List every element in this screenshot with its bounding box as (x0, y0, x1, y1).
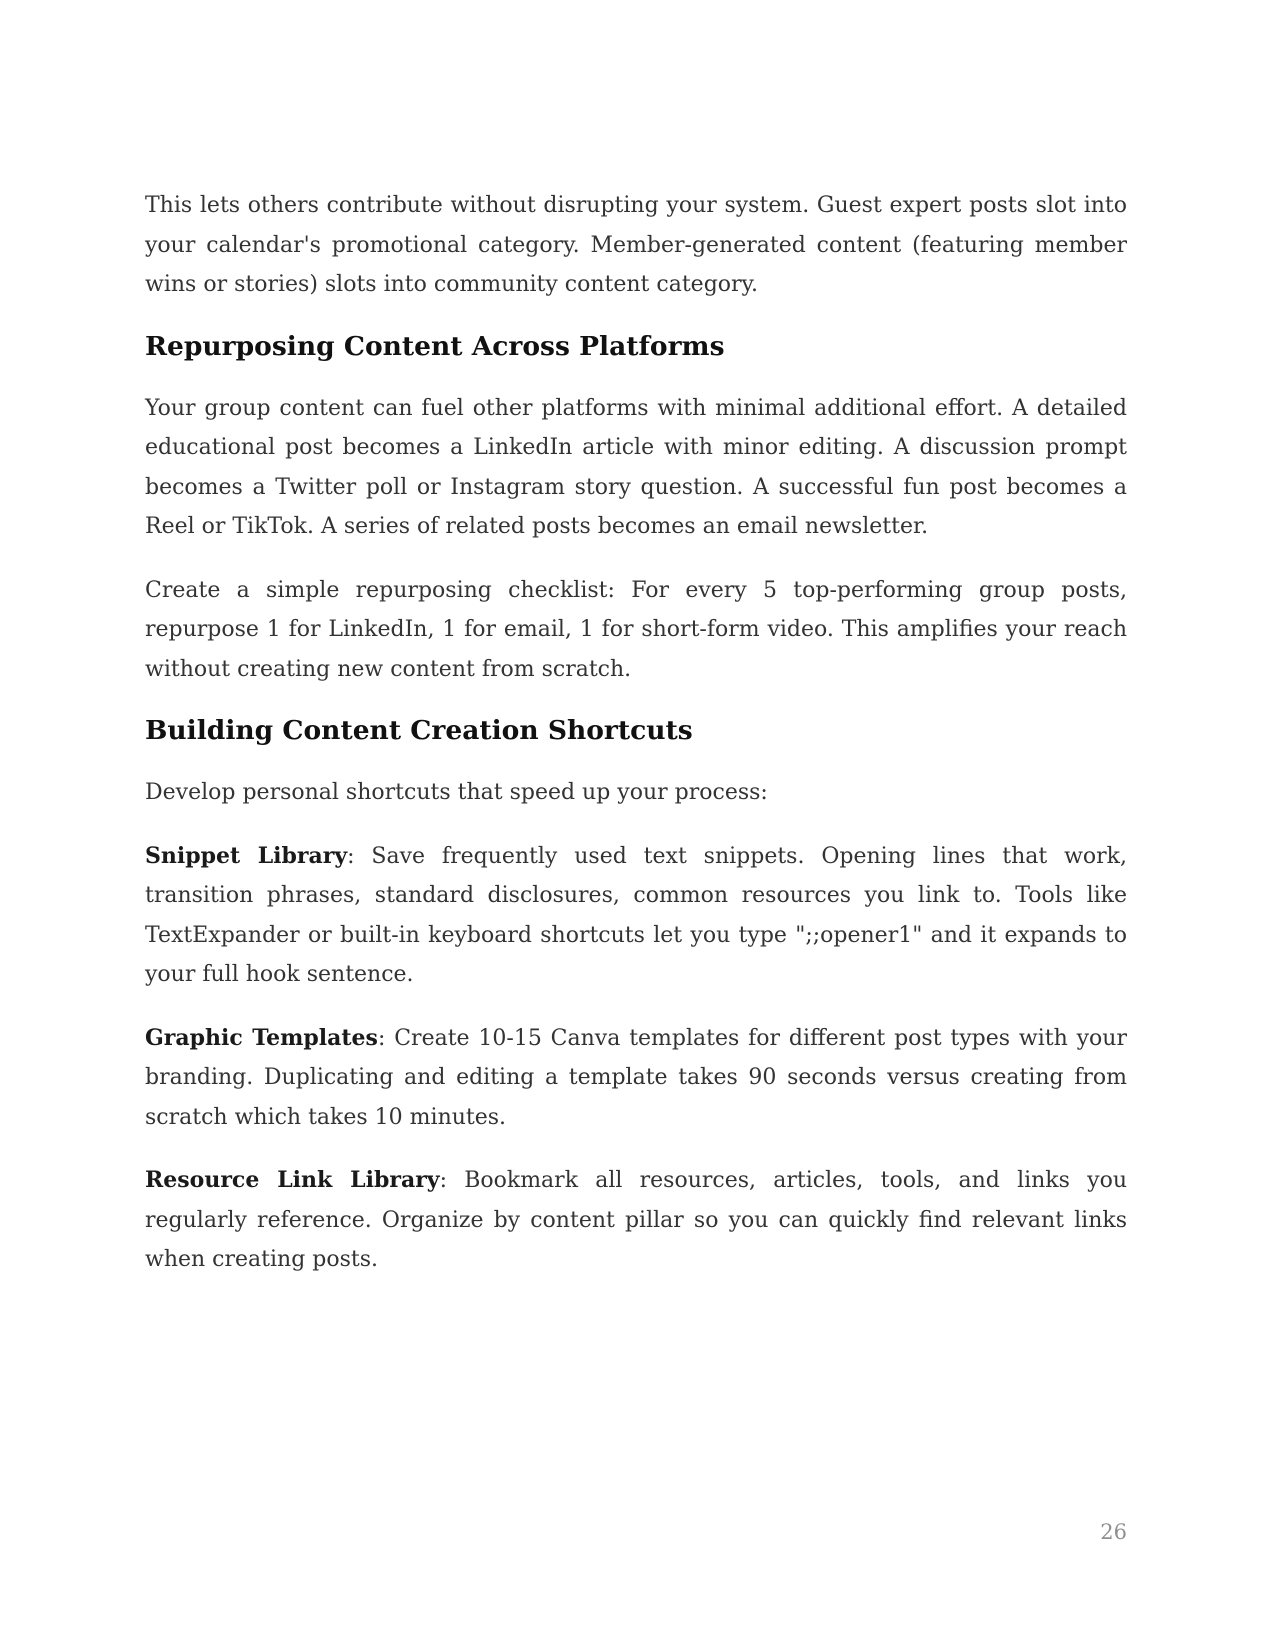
heading-content-creation-shortcuts: Building Content Creation Shortcuts (145, 715, 693, 746)
paragraph-repurposing-platforms: Your group content can fuel other platforms with minimal additional effort. A detailed educational post becomes a LinkedIn article with minor editing. A discussion prompt becomes a Twitter poll or Instagram story question. A successful fun post becomes a Reel or TikTok. A series of related posts becomes an email newsletter. (145, 395, 1127, 539)
paragraph-graphic-templates (145, 1019, 1127, 1138)
paragraph-intro: This lets others contribute without disrupting your system. Guest expert posts slot into your calendar's promotional category. Member-generated content (featuring member wins or stories) slots into community content category. (145, 193, 1127, 297)
term-snippet-library: Snippet Library (145, 842, 348, 869)
paragraph-shortcuts-intro: Develop personal shortcuts that speed up your process: (145, 780, 768, 805)
term-graphic-templates: Graphic Templates (145, 1024, 378, 1051)
paragraph-snippet-library (145, 837, 1127, 995)
paragraph-resource-link-library (145, 1161, 1127, 1280)
paragraph-snippet-library-text: : Save frequently used text snippets. Opening lines that work, transition phrases, standard disclosures, common resources you link to. Tools like TextExpander or built-in keyboard shortcuts let you type ";;opener1" and it expands to your full hook sentence. (145, 843, 1127, 987)
term-resource-link-library: Resource Link Library (145, 1167, 440, 1193)
page-number: 26 (1100, 1520, 1127, 1544)
paragraph-graphic-templates-text: : Create 10-15 Canva templates for different post types with your branding. Duplicating and editing a template takes 90 seconds versus creating from scratch which takes 10 minutes. (145, 1025, 1127, 1130)
paragraph-repurposing-checklist: Create a simple repurposing checklist: For every 5 top-performing group posts, repurpose 1 for LinkedIn, 1 for email, 1 for short-form video. This amplifies your reach without creating new content from scratch. (145, 577, 1127, 682)
paragraph-resource-link-library-text: : Bookmark all resources, articles, tools, and links you regularly reference. Organize by content pillar so you can quickly find relevant links when creating posts. (145, 1168, 1127, 1272)
heading-repurposing-content: Repurposing Content Across Platforms (145, 330, 725, 362)
